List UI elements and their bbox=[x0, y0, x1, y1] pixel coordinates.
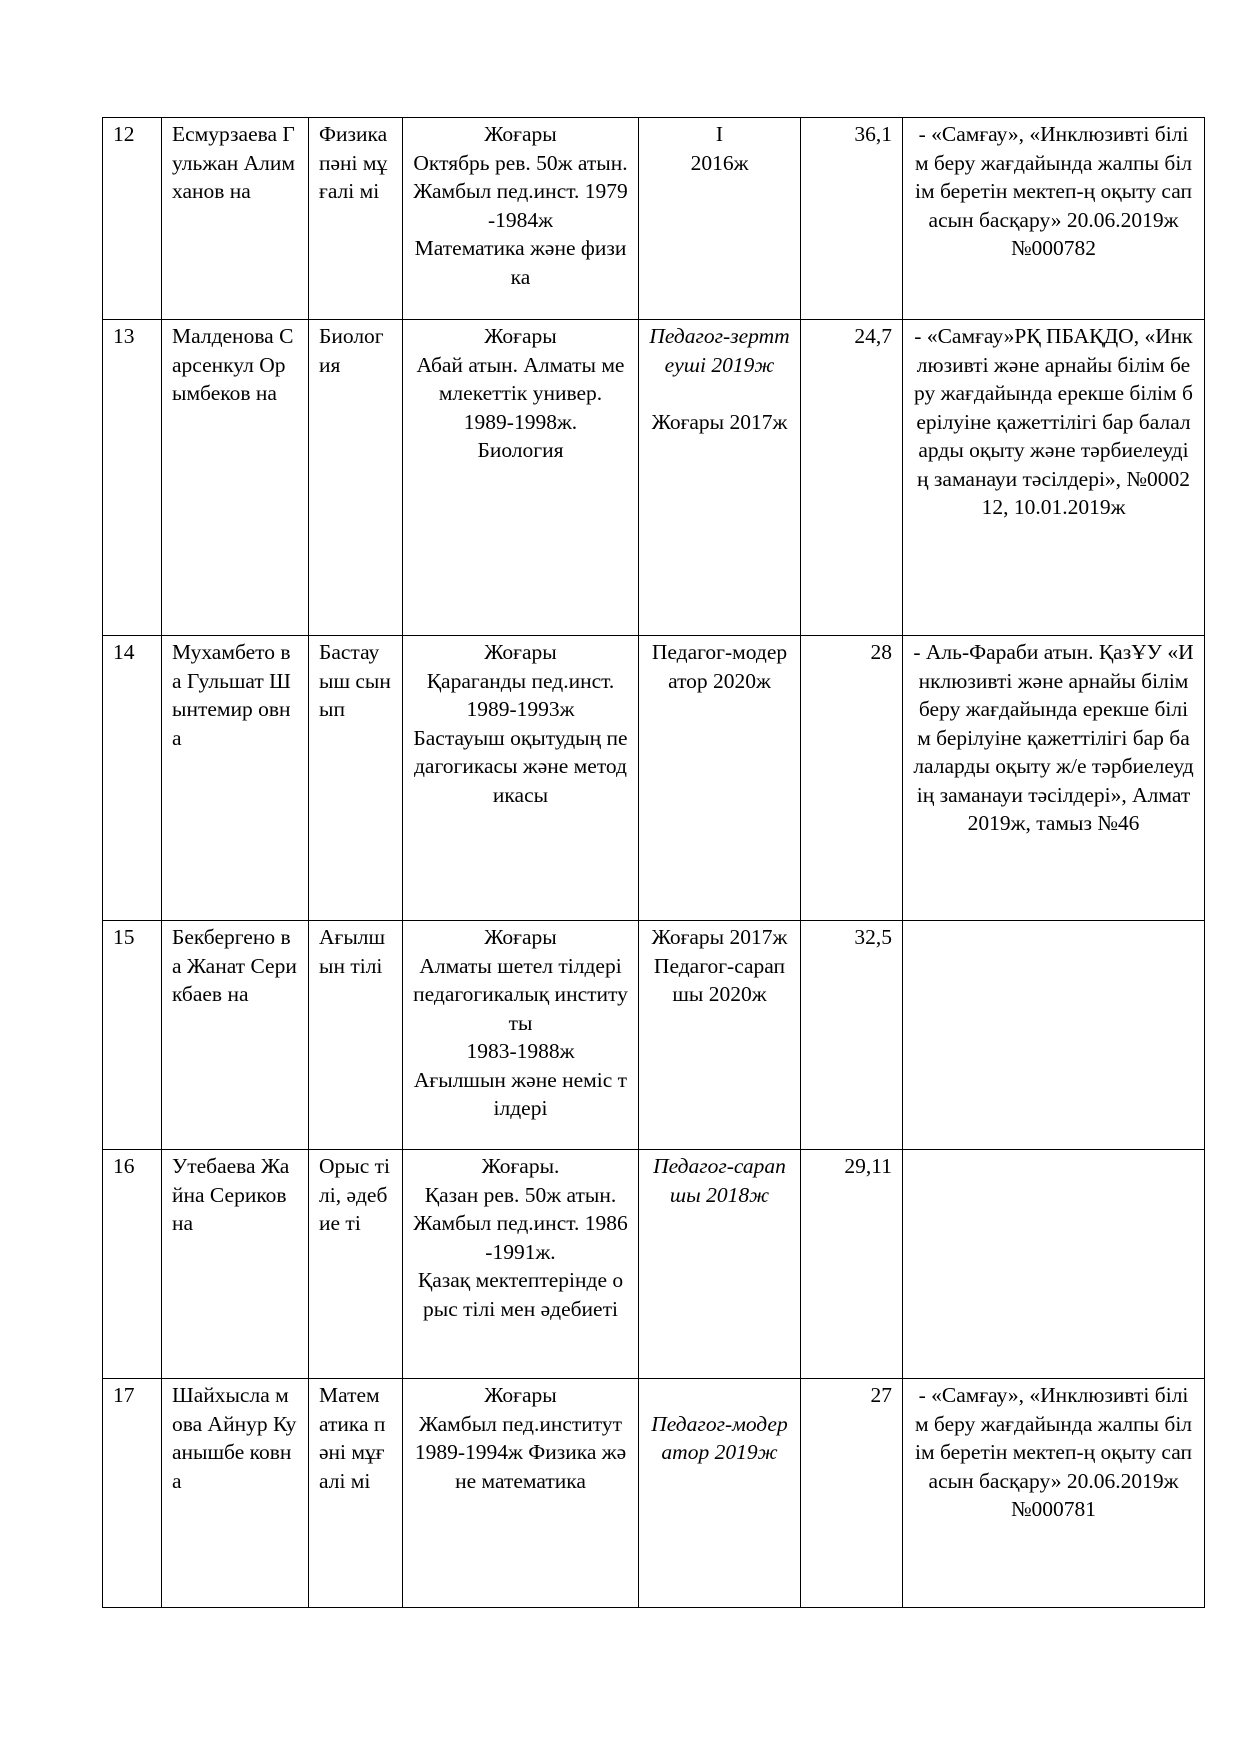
category-line: Педагог-зерттеуші 2019ж bbox=[649, 324, 790, 377]
education-line: Абай атын. Алматы мемлекеттік универ. bbox=[416, 352, 625, 405]
staff-table bbox=[102, 117, 1205, 1608]
subject: Бастау ыш сынып bbox=[309, 636, 403, 921]
courses: - «Самғау», «Инклюзивті білім беру жағдайында жалпы білім беретін мектеп-ң оқыту сапасын басқару» 20.06.2019ж №000782 bbox=[903, 118, 1205, 320]
education-line: Математика және физика bbox=[414, 236, 627, 289]
category-line: I bbox=[715, 122, 724, 146]
education-line: 1989-1993ж bbox=[466, 697, 575, 721]
teacher-name: Есмурзаева Гульжан Алимханов на bbox=[162, 118, 309, 320]
education-line: Биология bbox=[477, 438, 564, 462]
education bbox=[403, 1379, 639, 1608]
education bbox=[403, 921, 639, 1150]
courses: - «Самғау»РҚ ПБАҚДО, «Инклюзивті және арнайы білім беру жағдайында ерекше білім берілуіне қажеттілігі бар балаларды оқыту және тәрбиелеудің заманауи тәсілдері», №000212, 10.01.2019ж bbox=[903, 320, 1205, 636]
education bbox=[403, 636, 639, 921]
table-row bbox=[103, 118, 1205, 320]
courses: - «Самғау», «Инклюзивті білім беру жағдайында жалпы білім беретін мектеп-ң оқыту сапасын басқару» 20.06.2019ж №000781 bbox=[903, 1379, 1205, 1608]
education-line: Қазақ мектептерінде орыс тілі мен әдебиеті bbox=[417, 1268, 624, 1321]
experience: 36,1 bbox=[801, 118, 903, 320]
category bbox=[639, 636, 801, 921]
experience: 24,7 bbox=[801, 320, 903, 636]
education-line: Ағылшын және неміс тілдері bbox=[413, 1067, 628, 1120]
table-row bbox=[103, 320, 1205, 636]
education-line: Алматы шетел тілдері педагогикалық институты bbox=[413, 953, 628, 1035]
teacher-name: Бекбергено ва Жанат Серикбаев на bbox=[162, 921, 309, 1150]
education bbox=[403, 118, 639, 320]
education-line: Жоғары bbox=[484, 1383, 557, 1407]
row-number: 15 bbox=[103, 921, 162, 1150]
teacher-name: Малденова Сарсенкул Орымбеков на bbox=[162, 320, 309, 636]
category-line: 2016ж bbox=[690, 150, 749, 175]
category-line: Педагог-сарапшы 2020ж bbox=[653, 953, 786, 1006]
category-line: Педагог-сарапшы 2018ж bbox=[653, 1154, 786, 1207]
category-line: Педагог-модератор 2020ж bbox=[651, 640, 788, 693]
category bbox=[639, 1379, 801, 1608]
category bbox=[639, 921, 801, 1150]
category bbox=[639, 1150, 801, 1379]
row-number: 17 bbox=[103, 1379, 162, 1608]
courses: - Аль-Фараби атын. ҚазҰУ «Инклюзивті және арнайы білім беру жағдайында ерекше білім берілуіне қажеттілігі бар балаларды оқыту ж/е тәрбиелеудің заманауи тәсілдері», Алмат 2019ж, тамыз №46 bbox=[903, 636, 1205, 921]
category-line: Жоғары 2017ж bbox=[651, 409, 788, 434]
subject: Биолог ия bbox=[309, 320, 403, 636]
table-row bbox=[103, 921, 1205, 1150]
experience: 27 bbox=[801, 1379, 903, 1608]
table-row bbox=[103, 1379, 1205, 1608]
education bbox=[403, 1150, 639, 1379]
experience: 28 bbox=[801, 636, 903, 921]
education-line: Октябрь рев. 50ж атын. Жамбыл пед.инст. 1979-1984ж bbox=[413, 150, 628, 232]
subject: Физика пәні мұғалі мі bbox=[309, 118, 403, 320]
education-line: Жоғары bbox=[484, 925, 557, 949]
education-line: Жоғары bbox=[484, 640, 557, 664]
category-line: Жоғары 2017ж bbox=[651, 925, 788, 949]
teacher-name: Утебаева Жайна Сериковна bbox=[162, 1150, 309, 1379]
category bbox=[639, 320, 801, 636]
experience: 32,5 bbox=[801, 921, 903, 1150]
row-number: 14 bbox=[103, 636, 162, 921]
education-line: Жоғары bbox=[484, 122, 557, 146]
teacher-name: Мухамбето ва Гульшат Шынтемир овна bbox=[162, 636, 309, 921]
education-line: Жоғары bbox=[484, 324, 557, 348]
staff-table-body bbox=[103, 118, 1205, 1608]
education-line: Жамбыл пед.институт 1989-1994ж Физика және математика bbox=[414, 1411, 627, 1493]
education-line: Жоғары. bbox=[481, 1154, 560, 1178]
table-row bbox=[103, 636, 1205, 921]
row-number: 16 bbox=[103, 1150, 162, 1379]
education-line: Қазан рев. 50ж атын. Жамбыл пед.инст. 1986-1991ж. bbox=[413, 1182, 628, 1264]
teacher-name: Шайхысла мова Айнур Куанышбе ковна bbox=[162, 1379, 309, 1608]
education-line: Бастауыш оқытудың педагогикасы және методикасы bbox=[413, 725, 628, 807]
row-number: 12 bbox=[103, 118, 162, 320]
row-number: 13 bbox=[103, 320, 162, 636]
courses bbox=[903, 1150, 1205, 1379]
education-line: 1983-1988ж bbox=[466, 1039, 575, 1063]
education-line: 1989-1998ж. bbox=[463, 409, 578, 434]
table-row bbox=[103, 1150, 1205, 1379]
subject: Матем атика пәні мұғалі мі bbox=[309, 1379, 403, 1608]
category-line bbox=[649, 379, 790, 408]
subject: Ағылш ын тілі bbox=[309, 921, 403, 1150]
education-line: Қараганды пед.инст. bbox=[426, 668, 615, 693]
category-line bbox=[649, 1381, 790, 1410]
category-line: Педагог-модератор 2019ж bbox=[651, 1411, 788, 1464]
courses bbox=[903, 921, 1205, 1150]
experience: 29,11 bbox=[801, 1150, 903, 1379]
education bbox=[403, 320, 639, 636]
category bbox=[639, 118, 801, 320]
subject: Орыс тілі, әдебие ті bbox=[309, 1150, 403, 1379]
